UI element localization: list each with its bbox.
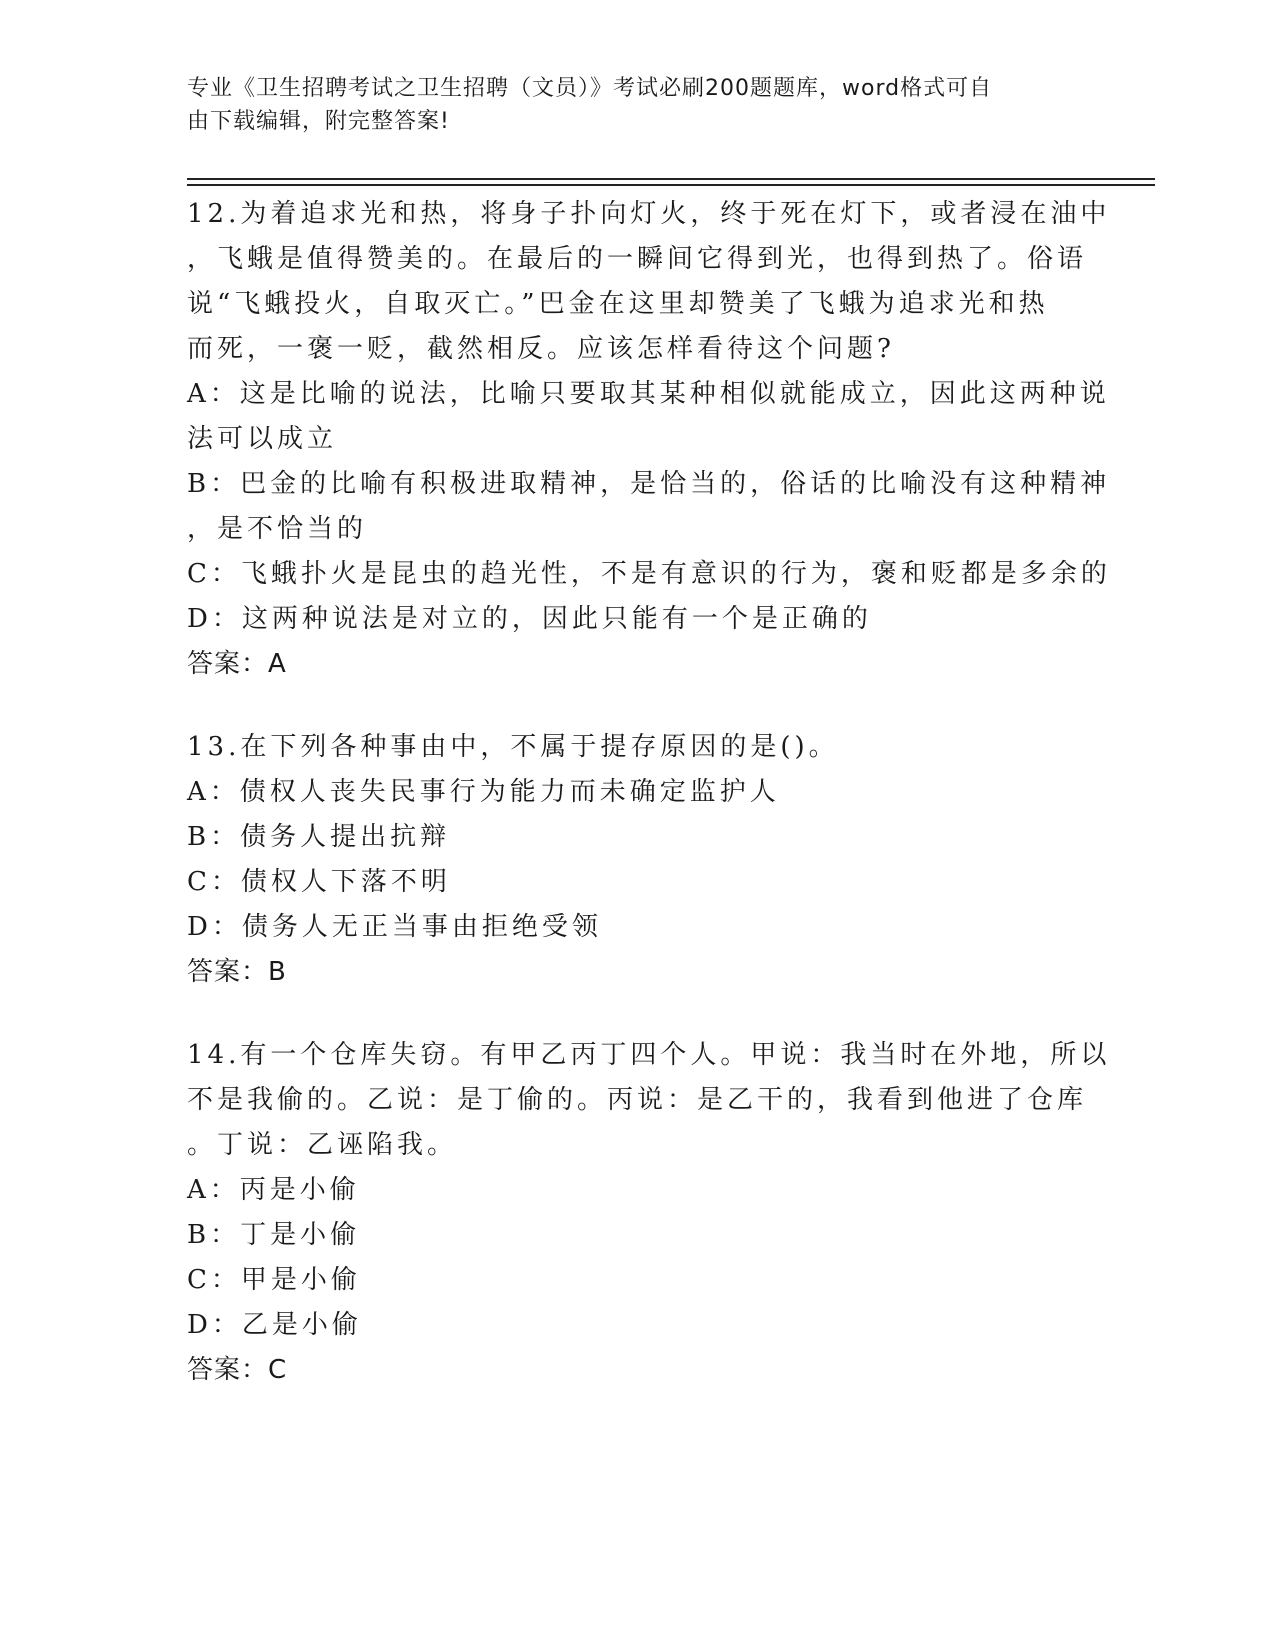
question-text: 14.有一个仓库失窃。有甲乙丙丁四个人。甲说：我当时在外地，所以 [187, 1040, 1111, 1070]
option-c: C：飞蛾扑火是昆虫的趋光性，不是有意识的行为，褒和贬都是多余的 [187, 559, 1111, 589]
header-line: 由下载编辑，附完整答案! [187, 109, 450, 134]
option-a: A：债权人丧失民事行为能力而未确定监护人 [187, 777, 780, 807]
option-b: B：丁是小偷 [187, 1220, 361, 1250]
option-c: C：债权人下落不明 [187, 867, 451, 897]
option-a: A：这是比喻的说法，比喻只要取其某种相似就能成立，因此这两种说 [187, 379, 1110, 409]
option-b-continued: ，是不恰当的 [187, 514, 368, 544]
answer-label: 答案：A [187, 649, 287, 679]
document-header [187, 72, 1067, 138]
header-rule [187, 178, 1155, 180]
question-list [187, 192, 1111, 1393]
option-d: D：乙是小偷 [187, 1310, 362, 1340]
question-block [187, 1033, 1111, 1393]
option-c: C：甲是小偷 [187, 1265, 361, 1295]
option-a-continued: 法可以成立 [187, 424, 338, 454]
question-text: 不是我偷的。乙说：是丁偷的。丙说：是乙干的，我看到他进了仓库 [187, 1085, 1088, 1115]
header-line: 专业《卫生招聘考试之卫生招聘（文员）》考试必刷200题题库，word格式可自 [187, 76, 993, 101]
question-text: ，飞蛾是值得赞美的。在最后的一瞬间它得到光，也得到热了。俗语 [187, 244, 1088, 274]
option-d: D：债务人无正当事由拒绝受领 [187, 912, 602, 942]
header-rule [187, 184, 1155, 186]
question-text: 而死，一褒一贬，截然相反。应该怎样看待这个问题? [187, 334, 895, 364]
answer-label: 答案：C [187, 1355, 288, 1385]
question-text: 13.在下列各种事由中，不属于提存原因的是()。 [187, 732, 839, 762]
option-b: B：巴金的比喻有积极进取精神，是恰当的，俗话的比喻没有这种精神 [187, 469, 1111, 499]
answer-label: 答案：B [187, 957, 287, 987]
option-d: D：这两种说法是对立的，因此只能有一个是正确的 [187, 604, 872, 634]
option-b: B：债务人提出抗辩 [187, 822, 451, 852]
question-text: 12.为着追求光和热，将身子扑向灯火，终于死在灯下，或者浸在油中 [187, 199, 1111, 229]
question-block [187, 192, 1111, 687]
question-block [187, 725, 1087, 995]
option-a: A：丙是小偷 [187, 1175, 360, 1205]
question-text: 说“飞蛾投火，自取灭亡。”巴金在这里却赞美了飞蛾为追求光和热 [187, 289, 1049, 319]
question-text: 。丁说：乙诬陷我。 [187, 1130, 458, 1160]
